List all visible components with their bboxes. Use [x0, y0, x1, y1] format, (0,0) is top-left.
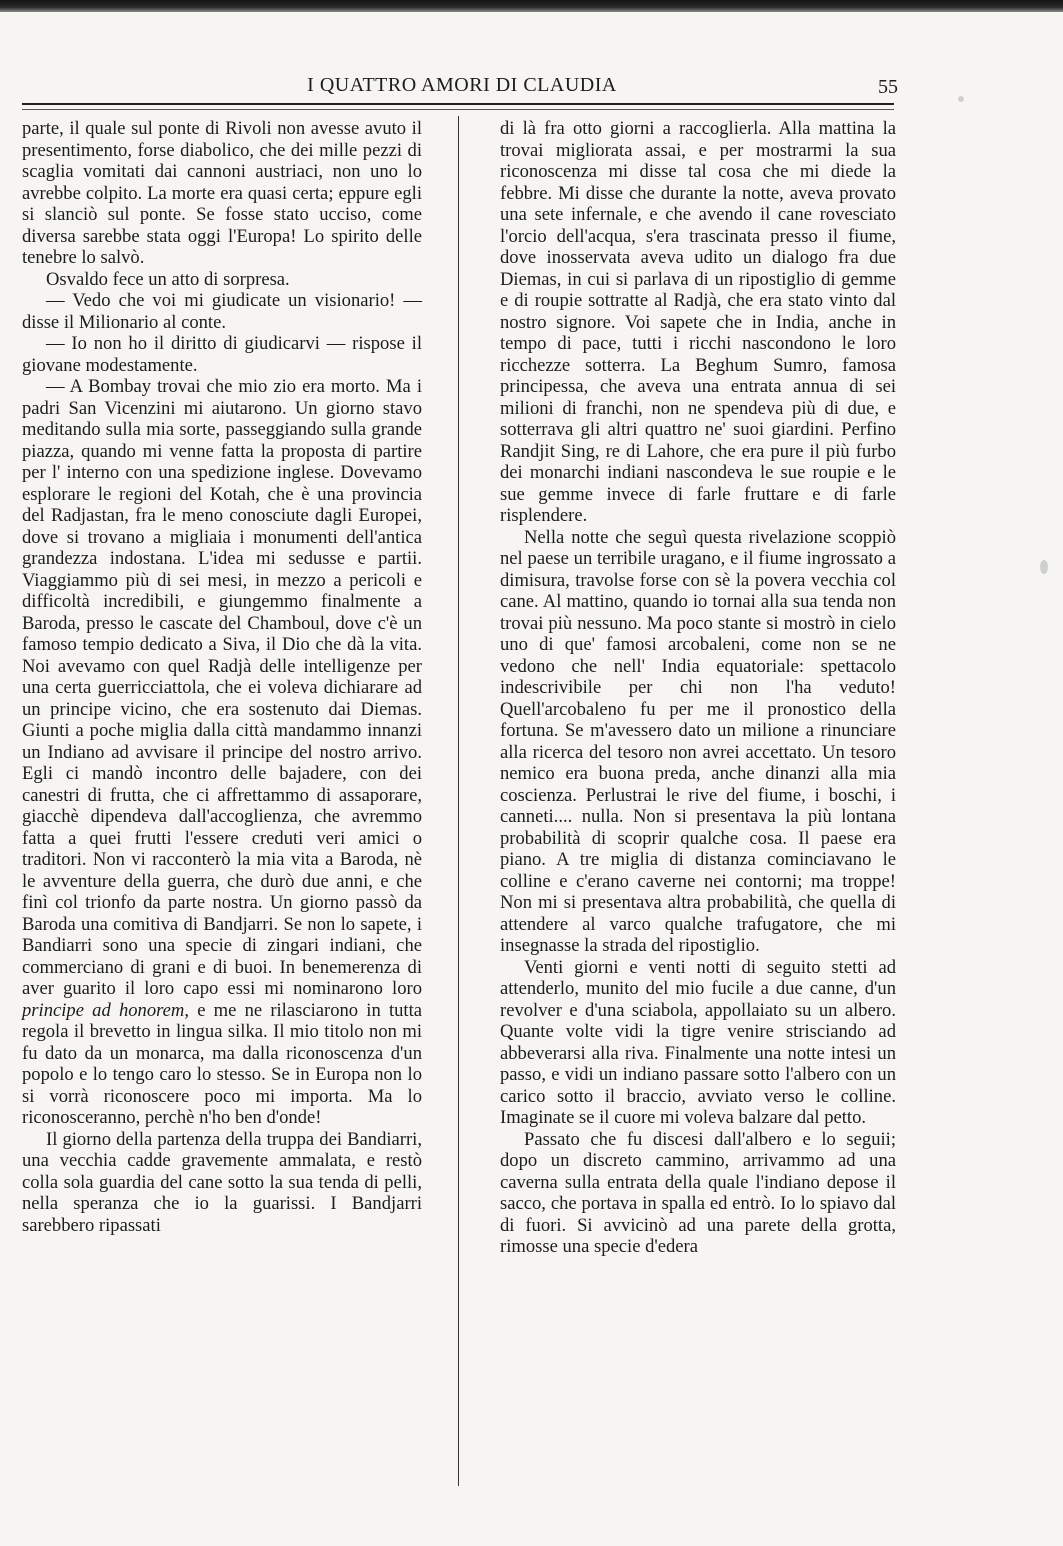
- paragraph: — Vedo che voi mi giudicate un visionario! — disse il Milionario al conte.: [22, 290, 422, 333]
- italic-phrase: principe ad honorem: [22, 999, 185, 1021]
- column-divider: [458, 116, 459, 1486]
- running-title: I QUATTRO AMORI DI CLAUDIA: [307, 74, 617, 96]
- paragraph: parte, il quale sul ponte di Rivoli non avesse avuto il presentimento, forse diabolico, che dei mille pezzi di scaglia vomitati dai cannoni austriaci, non uno lo avrebbe colpito. La morte era quasi certa; eppure egli si slanciò sul ponte. Se fosse stato ucciso, come diversa sarebbe stata oggi l'Europa! Lo spirito delle tenebre lo salvò.: [22, 118, 422, 268]
- paragraph: — Io non ho il diritto di giudicarvi — rispose il giovane modestamente.: [22, 333, 422, 376]
- right-column: [500, 118, 896, 1258]
- paragraph: di là fra otto giorni a raccoglierla. Alla mattina la trovai migliorata assai, e per mostrarmi la sua riconoscenza mi disse tal cosa che mi diede la febbre. Mi disse che durante la notte, aveva provato una sete infernale, e che avendo il cane rovesciato l'orcio dell'acqua, s'era trascinata presso il fiume, dove inosservata aveva udito un dialogo fra due Diemas, in cui si parlava di un ripostiglio di gemme e di roupie sottratte al Radjà, che era stato vinto dal nostro signore. Voi sapete che in India, anche in tempo di pace, tutti i ricchi nascondono le loro ricchezze sotterra. La Beghum Sumro, famosa principessa, che aveva una entrata annua di sei milioni di franchi, non ne spendeva più di due, e sotterrava gli altri quattro ne' suoi giardini. Perfino Randjit Sing, re di Lahore, che era pure il più furbo dei monarchi indiani nascondeva le sue roupie e le sue gemme invece di farle fruttare e di farle risplendere.: [500, 118, 896, 526]
- page-number: 55: [878, 76, 898, 98]
- paragraph: Il giorno della partenza della truppa dei Bandiarri, una vecchia cadde gravemente ammalata, e restò colla sola guardia del cane sotto la sua tenda di pelli, nella speranza che io la guarissi. I Bandjarri sarebbero ripassati: [22, 1128, 422, 1236]
- paragraph: Passato che fu discesi dall'albero e lo seguii; dopo un discreto cammino, arrivammo ad una caverna sulla entrata della quale l'indiano depose il sacco, che portava in spalla ed entrò. Io lo spiavo dal di fuori. Si avvicinò ad una parete della grotta, rimosse una specie d'edera: [500, 1128, 896, 1257]
- header-rule-thin: [22, 109, 894, 110]
- paragraph: Venti giorni e venti notti di seguito stetti ad attenderlo, munito del mio fucile a due canne, d'un revolver e d'una sciabola, appollaiato su un albero. Quante volte vidi la tigre venire strisciando ad abbeverarsi alla riva. Finalmente una notte intesi un passo, e vidi un indiano passare sotto l'albero con un carico sotto il braccio, avviato verso le colline. Imaginate se il cuore mi voleva balzare dal petto.: [500, 956, 896, 1128]
- page-header: [22, 74, 902, 104]
- scan-top-edge: [0, 0, 1063, 12]
- paragraph: Nella notte che seguì questa rivelazione scoppiò nel paese un terribile uragano, e il fiume ingrossato a dimisura, travolse forse con sè la povera vecchia col cane. Al mattino, quando io tornai alla sua tenda non trovai più nessuno. Ma poco stante si mostrò in cielo uno di que' famosi arcobaleni, come non se ne vedono che nell' India equatoriale: spettacolo indescrivibile per chi non l'ha veduto! Quell'arcobaleno fu per me il pronostico della fortuna. Se m'avessero dato un milione a rinunciare alla ricerca del tesoro non avrei accettato. Un tesoro nemico era buona preda, anche dinanzi alla mia coscienza. Perlustrai le rive del fiume, i boschi, i canneti.... nulla. Non si presentava la più lontana probabilità di scoprir qualche cosa. Il paese era piano. A tre miglia di distanza cominciavano le colline e c'erano caverne nei contorni; ma troppe! Non mi si presentava altra probabilità, che quella di attendere al varco qualche trafugatore, che mi insegnasse la strada del ripostiglio.: [500, 526, 896, 956]
- header-rule: [22, 103, 894, 105]
- paragraph: [22, 376, 422, 1129]
- scan-speck: [1040, 560, 1048, 574]
- scan-speck: [958, 96, 964, 102]
- paragraph: Osvaldo fece un atto di sorpresa.: [46, 268, 290, 290]
- left-column: [22, 118, 422, 1236]
- paragraph-text: — A Bombay trovai che mio zio era morto. Ma i padri San Vicenzini mi aiutarono. Un giorno stavo meditando sulla mia sorte, passeggiando sulla grande piazza, quando mi venne fatta la proposta di partire per l' interno con una spedizione inglese. Dovevamo esplorare le regioni del Kotah, che è una provincia del Radjastan, fra le meno conosciute dagli Europei, dove si trovano a migliaia i monumenti dell'antica grandezza indostana. L'idea mi sedusse e partii. Viaggiammo più di sei mesi, in mezzo a pericoli e difficoltà incredibili, e giungemmo finalmente a Baroda, presso le cascate del Chamboul, dove c'è un famoso tempio dedicato a Siva, il Dio che dà la vita. Noi avevamo con quel Radjà delle intelligenze per una certa guerricciattola, che ei voleva dichiarare ad un principe vicino, che era sostenuto dai Diemas. Giunti a poche miglia dalla città mandammo innanzi un Indiano ad avvisare il principe del nostro arrivo. Egli ci mandò incontro delle bajadere, con dei canestri di frutta, che ci affrettammo di assaporare, giacchè dipendeva dall'accoglienza, che avremmo fatta a quei frutti l'essere creduti veri amici o traditori. Non vi racconterò la mia vita a Baroda, nè le avventure della guerra, che durò due anni, e che finì col trionfo da parte nostra. Un giorno passò da Baroda una comitiva di Bandjarri. Se non lo sapete, i Bandiarri sono una specie di zingari indiani, che commerciano di grani e di buoi. In benemerenza di aver guarito il loro capo essi mi nominarono loro: [22, 376, 422, 999]
- paragraph-text: , e me ne rilasciarono in tutta regola il brevetto in lingua silka. Il mio titolo non mi fu dato da un monarca, ma dalla riconoscenza d'un popolo e lo tengo caro lo stesso. Se in Europa non lo si vorrà riconoscere poco mi importa. Ma lo riconosceranno, perchè n'ho ben d'onde!: [22, 999, 422, 1128]
